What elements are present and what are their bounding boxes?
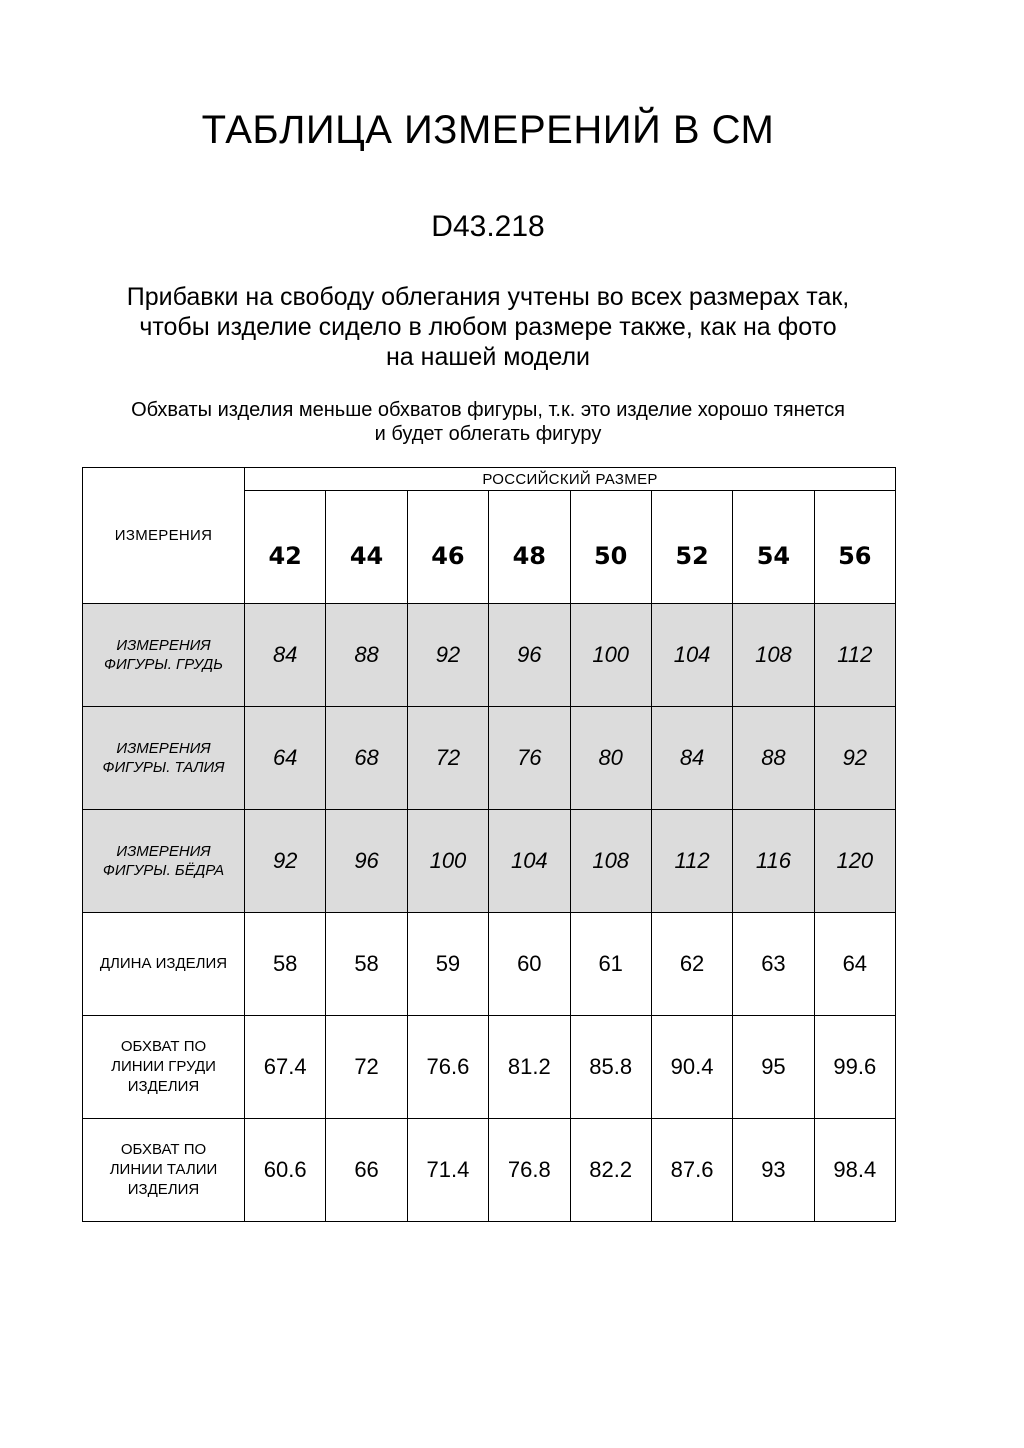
row-label [83, 604, 245, 707]
table-cell: 108 [570, 810, 651, 913]
table-cell: 112 [651, 810, 732, 913]
row-label-line: ДЛИНА ИЗДЕЛИЯ [99, 955, 228, 972]
table-cell: 81.2 [489, 1016, 570, 1119]
stretch-note [0, 398, 976, 446]
fit-note-line: Прибавки на свободу облегания учтены во всех размерах так, [126, 283, 850, 311]
size-table [82, 467, 896, 1222]
row-label-line: ОБХВАТ ПО [120, 1038, 207, 1055]
table-cell: 72 [407, 707, 488, 810]
table-cell: 96 [489, 604, 570, 707]
table-cell: 68 [326, 707, 407, 810]
table-cell: 85.8 [570, 1016, 651, 1119]
size-column-header: 52 [651, 491, 732, 604]
size-group-header: РОССИЙСКИЙ РАЗМЕР [245, 468, 896, 491]
row-label-line: ИЗМЕРЕНИЯ [116, 843, 211, 860]
table-cell: 76.8 [489, 1119, 570, 1222]
table-cell: 112 [814, 604, 895, 707]
table-cell: 96 [326, 810, 407, 913]
row-label [83, 1016, 245, 1119]
row-label-line: ЛИНИИ ТАЛИИ [109, 1161, 218, 1178]
table-row [83, 604, 896, 707]
table-cell: 98.4 [814, 1119, 895, 1222]
fit-note [0, 282, 976, 372]
table-cell: 64 [814, 913, 895, 1016]
size-column-header: 48 [489, 491, 570, 604]
table-cell: 76.6 [407, 1016, 488, 1119]
product-code: D43.218 [431, 210, 545, 243]
row-label-line: ИЗДЕЛИЯ [127, 1078, 200, 1095]
table-cell: 88 [326, 604, 407, 707]
table-cell: 72 [326, 1016, 407, 1119]
row-label [83, 1119, 245, 1222]
table-cell: 60 [489, 913, 570, 1016]
table-cell: 95 [733, 1016, 814, 1119]
row-label [83, 810, 245, 913]
table-cell: 58 [326, 913, 407, 1016]
table-row [83, 913, 896, 1016]
row-label-line: ФИГУРЫ. ТАЛИЯ [102, 759, 225, 776]
table-cell: 84 [245, 604, 326, 707]
table-cell: 108 [733, 604, 814, 707]
stretch-note-line: Обхваты изделия меньше обхватов фигуры, т.к. это изделие хорошо тянется [131, 399, 845, 421]
table-cell: 104 [489, 810, 570, 913]
table-cell: 87.6 [651, 1119, 732, 1222]
table-cell: 120 [814, 810, 895, 913]
row-label [83, 913, 245, 1016]
fit-note-line: на нашей модели [386, 343, 590, 371]
table-cell: 116 [733, 810, 814, 913]
table-cell: 84 [651, 707, 732, 810]
table-cell: 62 [651, 913, 732, 1016]
table-cell: 63 [733, 913, 814, 1016]
table-cell: 100 [570, 604, 651, 707]
table-cell: 66 [326, 1119, 407, 1222]
table-header-row [83, 468, 896, 491]
row-label-line: ОБХВАТ ПО [120, 1141, 207, 1158]
size-column-header: 42 [245, 491, 326, 604]
table-cell: 61 [570, 913, 651, 1016]
table-cell: 88 [733, 707, 814, 810]
table-cell: 82.2 [570, 1119, 651, 1222]
table-cell: 58 [245, 913, 326, 1016]
measurements-header: ИЗМЕРЕНИЯ [83, 468, 245, 604]
table-cell: 92 [814, 707, 895, 810]
page-title: ТАБЛИЦА ИЗМЕРЕНИЙ В СМ [201, 108, 775, 152]
table-cell: 92 [245, 810, 326, 913]
table-cell: 80 [570, 707, 651, 810]
table-cell: 99.6 [814, 1016, 895, 1119]
table-cell: 100 [407, 810, 488, 913]
table-cell: 93 [733, 1119, 814, 1222]
table-cell: 71.4 [407, 1119, 488, 1222]
table-cell: 67.4 [245, 1016, 326, 1119]
table-cell: 104 [651, 604, 732, 707]
size-column-header: 54 [733, 491, 814, 604]
table-row [83, 1119, 896, 1222]
row-label-line: ФИГУРЫ. БЁДРА [102, 862, 225, 879]
table-cell: 76 [489, 707, 570, 810]
size-column-header: 46 [407, 491, 488, 604]
table-cell: 92 [407, 604, 488, 707]
table-cell: 59 [407, 913, 488, 1016]
table-cell: 90.4 [651, 1016, 732, 1119]
row-label-line: ИЗМЕРЕНИЯ [116, 740, 211, 757]
size-column-header: 50 [570, 491, 651, 604]
table-row [83, 707, 896, 810]
table-cell: 64 [245, 707, 326, 810]
row-label [83, 707, 245, 810]
table-row [83, 810, 896, 913]
table-cell: 60.6 [245, 1119, 326, 1222]
table-row [83, 1016, 896, 1119]
row-label-line: ЛИНИИ ГРУДИ [111, 1058, 216, 1075]
size-column-header: 44 [326, 491, 407, 604]
stretch-note-line: и будет облегать фигуру [374, 423, 602, 445]
row-label-line: ФИГУРЫ. ГРУДЬ [104, 656, 223, 673]
fit-note-line: чтобы изделие сидело в любом размере также, как на фото [139, 313, 837, 341]
row-label-line: ИЗМЕРЕНИЯ [116, 637, 211, 654]
row-label-line: ИЗДЕЛИЯ [127, 1181, 200, 1198]
size-column-header: 56 [814, 491, 895, 604]
